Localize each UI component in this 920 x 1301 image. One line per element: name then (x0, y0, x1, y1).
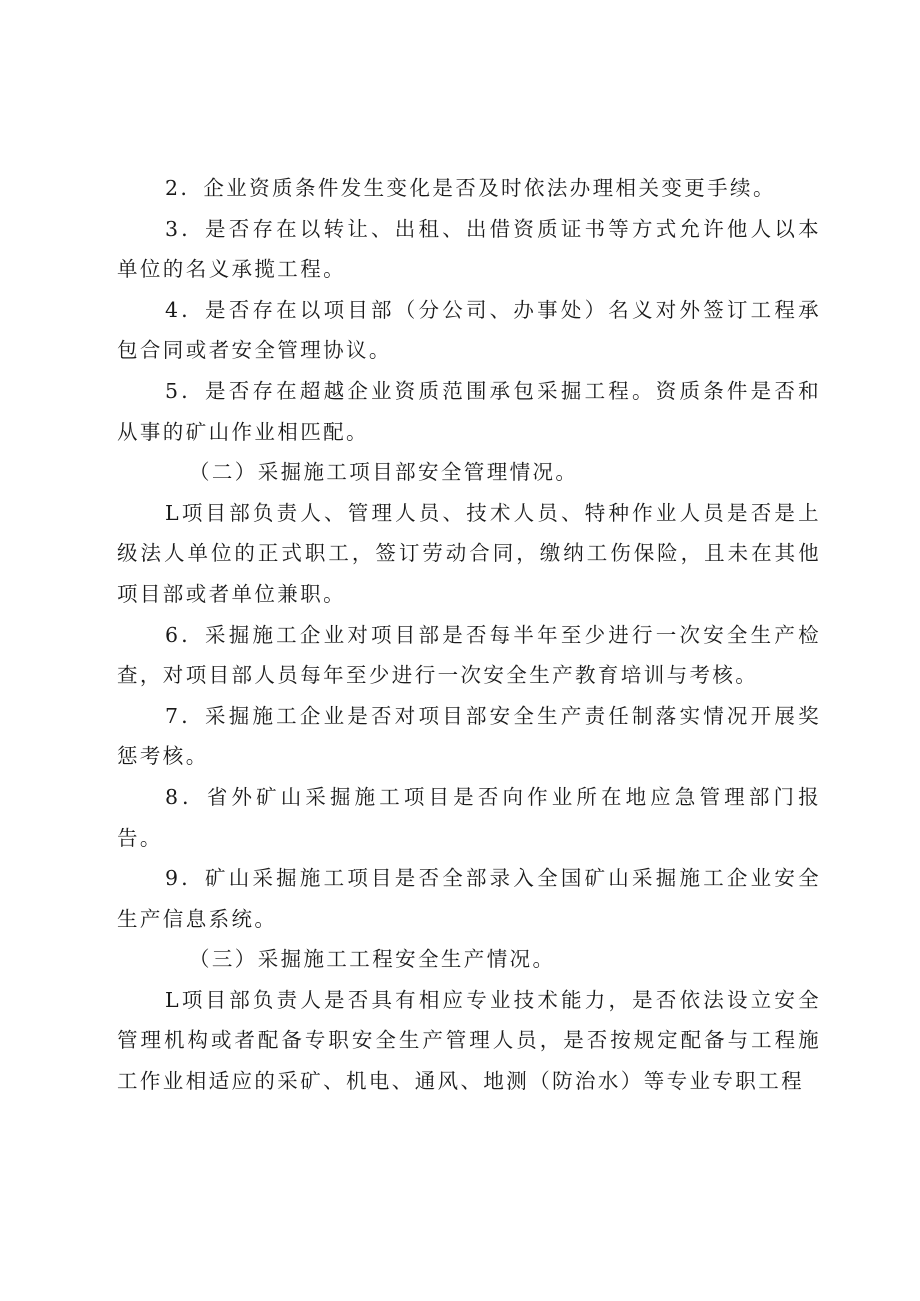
paragraph-item-l-1: L项目部负责人、管理人员、技术人员、特种作业人员是否是上级法人单位的正式职工，签订劳动合同，缴纳工伤保险，且未在其他项目部或者单位兼职。 (117, 500, 821, 606)
paragraph-item-2: 2．企业资质条件发生变化是否及时依法办理相关变更手续。 (165, 176, 776, 200)
paragraph-item-8: 8．省外矿山采掘施工项目是否向作业所在地应急管理部门报告。 (117, 784, 821, 850)
section-heading-2: （二）采掘施工项目部安全管理情况。 (189, 460, 579, 485)
section-heading-3: （三）采掘施工工程安全生产情况。 (189, 947, 556, 972)
paragraph-item-4: 4．是否存在以项目部（分公司、办事处）名义对外签订工程承包合同或者安全管理协议。 (117, 297, 821, 363)
paragraph-item-7: 7．采掘施工企业是否对项目部安全生产责任制落实情况开展奖惩考核。 (117, 703, 821, 769)
paragraph-item-l-2: L项目部负责人是否具有相应专业技术能力，是否依法设立安全管理机构或者配备专职安全生产管理人员，是否按规定配备与工程施工作业相适应的采矿、机电、通风、地测（防治水）等专业专职工程 (117, 987, 821, 1094)
paragraph-item-9: 9．矿山采掘施工项目是否全部录入全国矿山采掘施工企业安全生产信息系统。 (117, 866, 821, 931)
document-body (117, 168, 821, 1102)
paragraph-item-6: 6．采掘施工企业对项目部是否每半年至少进行一次安全生产检查，对项目部人员每年至少进行一次安全生产教育培训与考核。 (117, 622, 821, 688)
paragraph-item-5: 5．是否存在超越企业资质范围承包采掘工程。资质条件是否和从事的矿山作业相匹配。 (117, 378, 821, 444)
paragraph-item-3: 3．是否存在以转让、出租、出借资质证书等方式允许他人以本单位的名义承揽工程。 (117, 216, 821, 282)
